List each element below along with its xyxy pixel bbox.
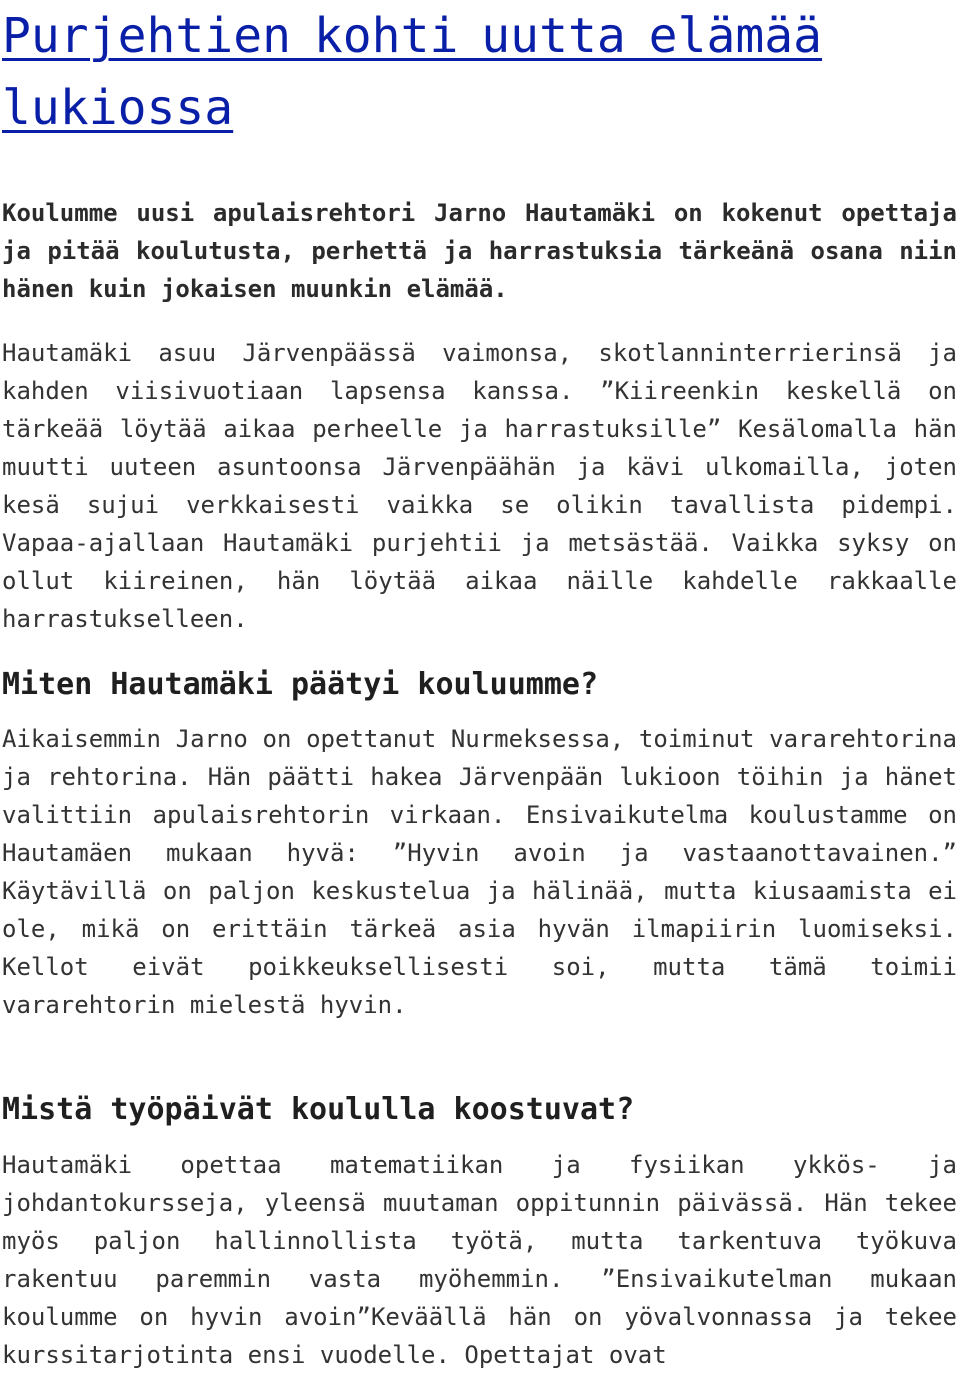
paragraph-background: Aikaisemmin Jarno on opettanut Nurmeksessa, toiminut vararehtorina ja rehtorina. Hän päätti hakea Järvenpään lukioon töihin ja hänet valittiin apulaisrehtorin virkaan. Ensivaikutelma koulustamme on Hautamäen mukaan hyvä: ”Hyvin avoin ja vastaanottavainen.” Käytävillä on paljon keskustelua ja hälinää, mutta kiusaamista ei ole, mikä on erittäin tärkeä asia hyvän ilmapiirin luomiseksi. Kellot eivät poikkeuksellisesti soi, mutta tämä toimii vararehtorin mielestä hyvin.: [2, 725, 957, 1019]
paragraph-workday: Hautamäki opettaa matematiikan ja fysiikan ykkös- ja johdantokursseja, yleensä muutaman oppitunnin päivässä. Hän tekee myös paljon hallinnollista työtä, mutta tarkentuva työkuva rakentuu paremmin vasta myöhemmin. ”Ensivaikutelman mukaan koulumme on hyvin avoin”Keväällä hän on yövalvonnassa ja tekee kurssitarjotinta ensi vuodelle. Opettajat ovat: [2, 1151, 957, 1369]
section-heading-workday: Mistä työpäivät koululla koostuvat?: [2, 1092, 635, 1127]
section-heading-background: Miten Hautamäki päätyi kouluumme?: [2, 667, 599, 702]
article: [2, 0, 957, 1369]
article-lead: Koulumme uusi apulaisrehtori Jarno Hautamäki on kokenut opettaja ja pitää koulutusta, perhettä ja harrastuksia tärkeänä osana niin hänen kuin jokaisen muunkin elämää.: [2, 199, 957, 303]
article-title-link[interactable]: Purjehtien kohti uutta elämää lukiossa: [2, 8, 823, 136]
paragraph-family: Hautamäki asuu Järvenpäässä vaimonsa, skotlanninterrierinsä ja kahden viisivuotiaan lapsensa kanssa. ”Kiireenkin keskellä on tärkeää löytää aikaa perheelle ja harrastuksille” Kesälomalla hän muutti uuteen asuntoonsa Järvenpäähän ja kävi ulkomailla, joten kesä sujui verkkaisesti vaikka se olikin tavallista pidempi. Vapaa-ajallaan Hautamäki purjehtii ja metsästää. Vaikka syksy on ollut kiireinen, hän löytää aikaa näille kahdelle rakkaalle harrastukselleen.: [2, 339, 957, 633]
